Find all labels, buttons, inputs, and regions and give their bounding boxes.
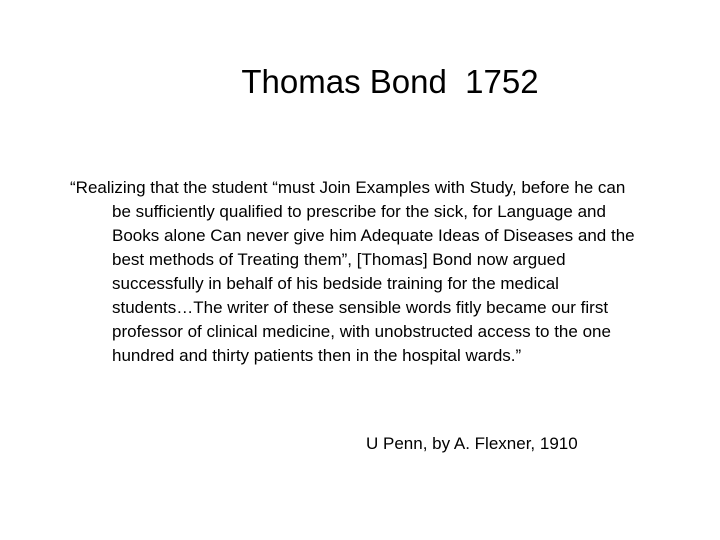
quote-block — [70, 176, 690, 368]
quote-attribution: U Penn, by A. Flexner, 1910 — [366, 434, 578, 453]
quote-line: successfully in behalf of his bedside training for the medical — [112, 274, 559, 293]
quote-line: be sufficiently qualified to prescribe for the sick, for Language and — [112, 202, 606, 221]
quote-line: “Realizing that the student “must Join Examples with Study, before he can — [70, 178, 626, 197]
slide-title: Thomas Bond 1752 — [241, 63, 539, 100]
quote-line: hundred and thirty patients then in the hospital wards.” — [112, 346, 522, 365]
quote-line: Books alone Can never give him Adequate Ideas of Diseases and the — [112, 226, 635, 245]
quote-line: best methods of Treating them”, [Thomas] Bond now argued — [112, 250, 566, 269]
quote-line: professor of clinical medicine, with unobstructed access to the one — [112, 322, 611, 341]
quote-line: students…The writer of these sensible words fitly became our first — [112, 298, 609, 317]
